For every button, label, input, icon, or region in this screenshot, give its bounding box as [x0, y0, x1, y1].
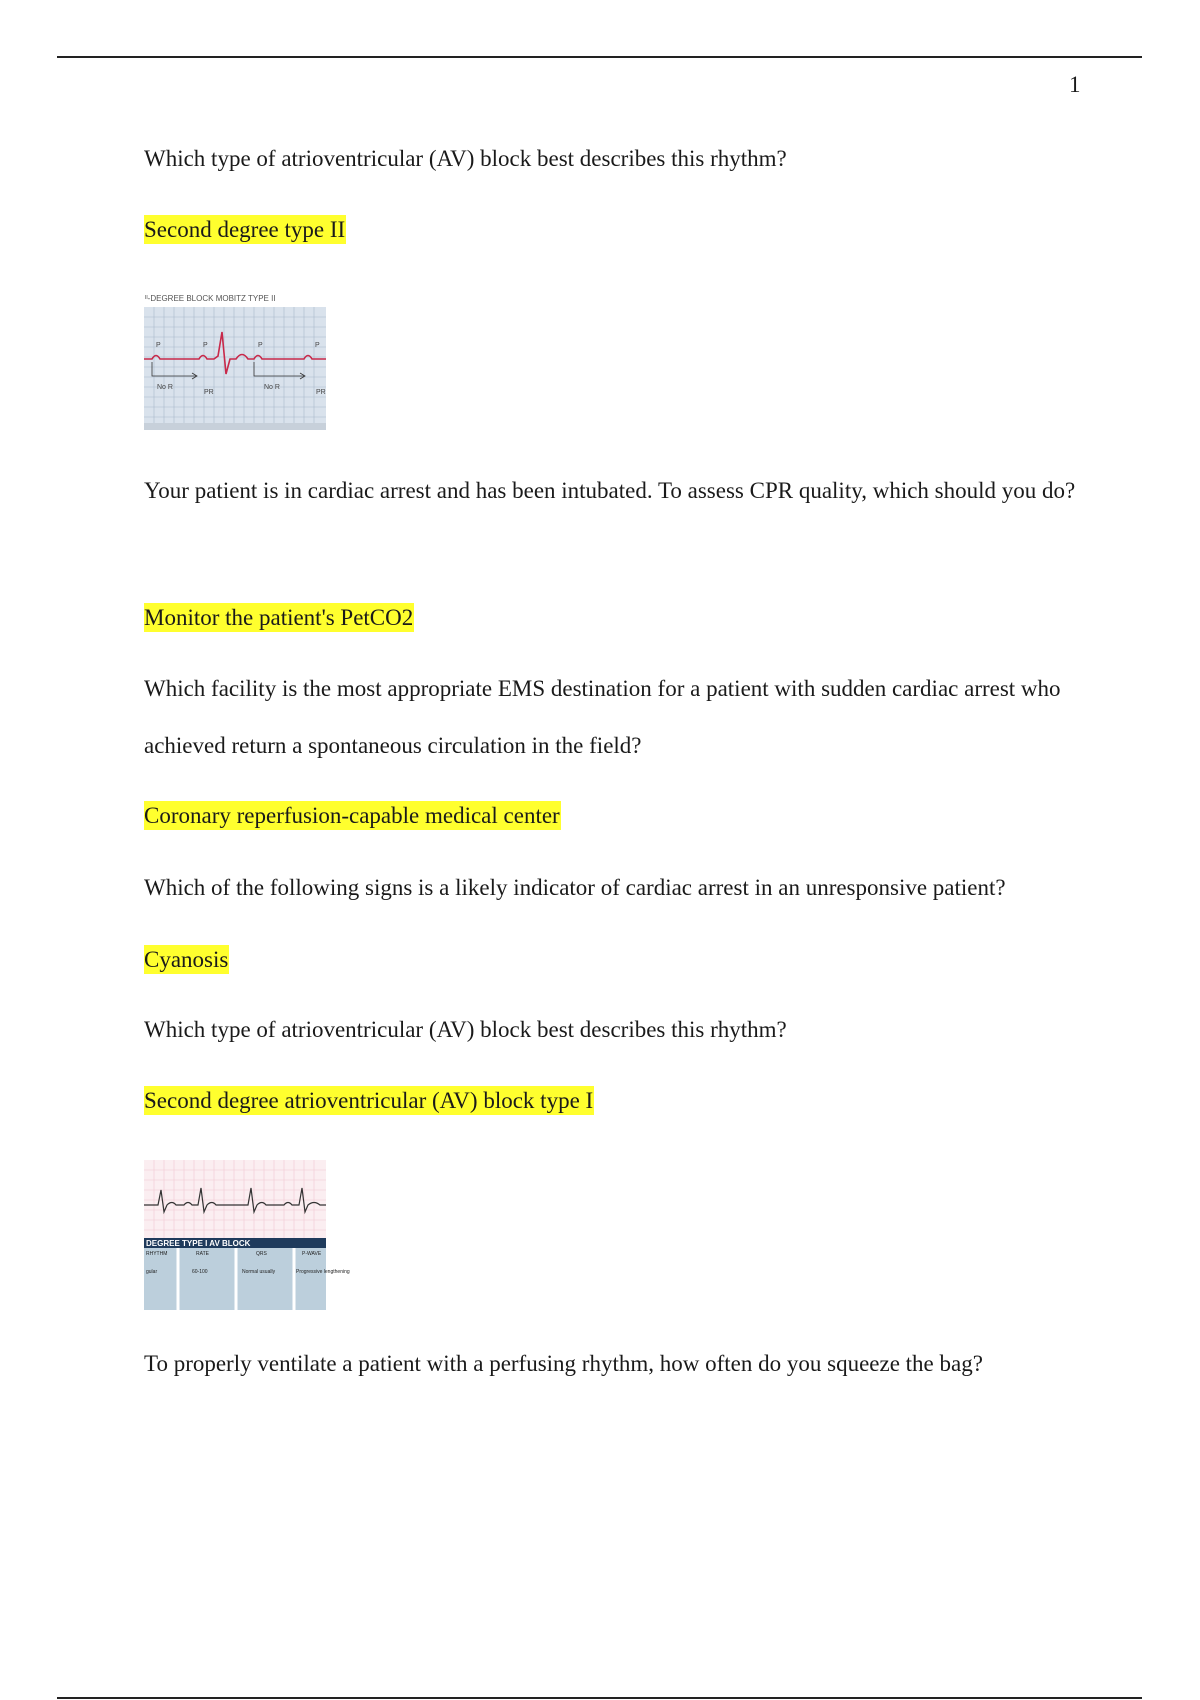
ecg2-cell: Progressive lengthening — [296, 1269, 350, 1275]
answer-3 — [144, 801, 561, 831]
question-4: Which of the following signs is a likely indicator of cardiac arrest in an unresponsive patient? — [144, 875, 1006, 900]
ecg2-cell: Normal usually — [242, 1269, 276, 1275]
page-number: 1 — [1069, 72, 1081, 97]
ecg1-lower-label: No R — [157, 384, 173, 391]
ecg2-banner: DEGREE TYPE I AV BLOCK — [146, 1239, 251, 1248]
answer-highlight: Monitor the patient's PetCO2 — [144, 605, 414, 630]
question-5: Which type of atrioventricular (AV) block best describes this rhythm? — [144, 1017, 787, 1042]
ecg2-column-header: RATE — [196, 1251, 209, 1257]
ecg1-lower-label: PR — [316, 389, 326, 396]
ecg-type-i-av-block-image — [144, 1160, 350, 1310]
ecg2-cell: 60-100 — [192, 1269, 208, 1275]
page-bottom-rule — [57, 1697, 1142, 1699]
ecg1-p-label: P — [156, 342, 161, 349]
answer-highlight: Second degree type II — [144, 217, 346, 242]
answer-4 — [144, 945, 229, 975]
answer-5 — [144, 1086, 594, 1116]
answer-highlight: Coronary reperfusion-capable medical center — [144, 803, 560, 828]
ecg-mobitz-type-ii-image — [144, 292, 326, 430]
ecg1-title: ᴵᴵ-DEGREE BLOCK MOBITZ TYPE II — [145, 294, 276, 303]
ecg1-p-label: P — [203, 342, 208, 349]
answer-highlight: Cyanosis — [144, 947, 229, 972]
page-top-rule — [57, 56, 1142, 58]
ecg1-lower-label: No R — [264, 384, 280, 391]
question-6: To properly ventilate a patient with a perfusing rhythm, how often do you squeeze the bag? — [144, 1351, 983, 1376]
question-2: Your patient is in cardiac arrest and has been intubated. To assess CPR quality, which should you do? — [144, 478, 1076, 503]
ecg1-p-label: P — [258, 342, 263, 349]
answer-1 — [144, 215, 346, 245]
question-1: Which type of atrioventricular (AV) block best describes this rhythm? — [144, 146, 787, 171]
ecg1-lower-label: PR — [204, 389, 214, 396]
ecg2-column-header: RHYTHM — [146, 1251, 168, 1257]
ecg2-column-header: QRS — [256, 1251, 267, 1257]
ecg2-cell: gular — [146, 1269, 158, 1275]
answer-highlight: Second degree atrioventricular (AV) block type I — [144, 1088, 594, 1113]
ecg2-column-header: P-WAVE — [302, 1251, 322, 1257]
answer-2 — [144, 603, 414, 633]
question-3: Which facility is the most appropriate EMS destination for a patient with sudden cardiac arrest who achieved return a spontaneous circulation in the field? — [144, 676, 1061, 758]
ecg1-p-label: P — [315, 342, 320, 349]
